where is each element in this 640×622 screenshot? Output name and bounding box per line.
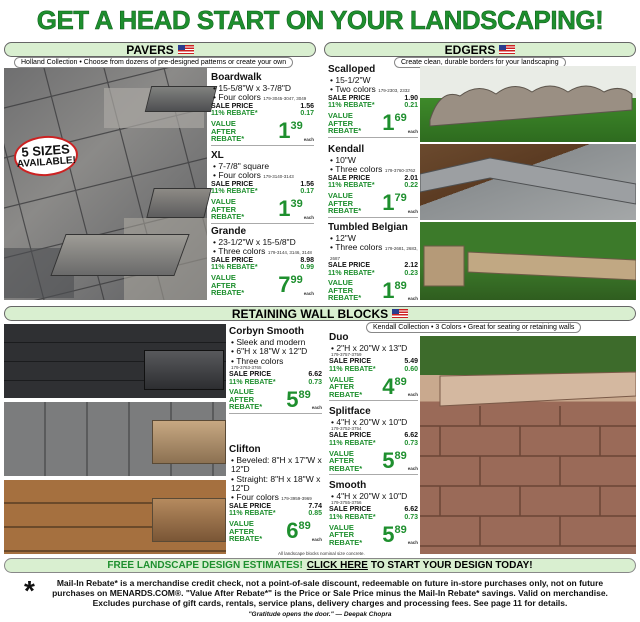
- value-after-rebate: VALUE AFTER REBATE* 1 89 each: [328, 277, 418, 303]
- sale-price-row: SALE PRICE 7.74: [229, 502, 322, 510]
- rebate-row: 11% REBATE* 0.22: [328, 182, 418, 190]
- tumbled-belgian-edger-photo: [420, 222, 636, 300]
- product-spec: • 15-1/2"W: [330, 75, 371, 85]
- retaining-wall-photo: [420, 336, 636, 554]
- product-colors: • Four colors 179-3140-3143: [213, 170, 294, 181]
- value-after-rebate: VALUE AFTER REBATE* 4 89 each: [329, 373, 418, 399]
- walls-section-bar: [4, 306, 636, 321]
- product-sku: 179-3757-3759: [331, 352, 362, 358]
- usa-flag-icon: [499, 45, 515, 54]
- product-name: Duo: [329, 332, 349, 343]
- rebate-row: 11% REBATE* 0.60: [329, 365, 418, 373]
- final-price: 1 69 each: [382, 110, 418, 136]
- product-name: Tumbled Belgian: [328, 222, 408, 233]
- rebate-row: 11% REBATE* 0.21: [328, 102, 418, 110]
- rebate-row: 11% REBATE* 0.17: [211, 188, 314, 196]
- walls-title: RETAINING WALL BLOCKS: [231, 306, 389, 321]
- product-name: Grande: [211, 226, 247, 237]
- final-price: 5 89 each: [286, 386, 322, 412]
- kendall-edger-photo: [420, 144, 636, 220]
- value-after-rebate: VALUE AFTER REBATE* 7 99 each: [211, 272, 314, 298]
- value-after-rebate: VALUE AFTER REBATE* 1 79 each: [328, 190, 418, 216]
- product-colors: • Four colors 179-3959-3969: [231, 492, 312, 503]
- value-after-rebate: VALUE AFTER REBATE* 1 39 each: [211, 196, 314, 222]
- product-spec: • 2"H x 20"W x 13"D: [331, 343, 408, 353]
- badge-line-2: AVAILABLE!: [16, 154, 77, 171]
- clifton-block-image-2: [152, 498, 226, 542]
- kendall-edger-graphic: [420, 144, 636, 220]
- product-name: Smooth: [329, 480, 367, 491]
- product-colors: • Three colors 179-2681, 2683, 2687: [330, 242, 418, 261]
- product-smooth: [329, 480, 418, 546]
- product-boardwalk: [211, 72, 314, 146]
- scalloped-edger-photo: [420, 66, 636, 142]
- rebate-asterisk: *: [24, 575, 35, 606]
- value-after-rebate: VALUE AFTER REBATE* 5 89 each: [329, 521, 418, 547]
- click-here-link[interactable]: CLICK HERE: [306, 560, 368, 571]
- sale-price-row: SALE PRICE 6.62: [329, 432, 418, 440]
- product-name: Kendall: [328, 144, 365, 155]
- edgers-title: EDGERS: [444, 42, 496, 57]
- edgers-section-bar: [324, 42, 636, 57]
- product-tumbled-belgian: [328, 222, 418, 302]
- rebate-row: 11% REBATE* 0.85: [229, 510, 322, 518]
- product-name: Boardwalk: [211, 72, 262, 83]
- final-price: 5 89 each: [382, 521, 418, 547]
- sale-price-row: SALE PRICE 2.01: [328, 174, 418, 182]
- corbyn-block-image: [144, 350, 224, 390]
- product-spec-2: • 6"H x 18"W x 12"D: [231, 346, 308, 357]
- pavers-subtitle: Holland Collection • Choose from dozens of pre-designed patterns or create your own: [14, 57, 293, 68]
- product-sku: 179-3752-3754: [331, 426, 362, 432]
- sale-price-row: SALE PRICE 5.49: [329, 358, 418, 366]
- product-name: Scalloped: [328, 64, 376, 75]
- product-colors: • Two colors 179-2303, 2332: [330, 84, 410, 95]
- edgers-subtitle: Create clean, durable borders for your landscaping: [394, 57, 566, 68]
- footer-quote: "Gratitude opens the door." — Deepak Chopra: [248, 611, 392, 618]
- scalloped-edger-graphic: [420, 66, 636, 142]
- value-after-rebate: VALUE AFTER REBATE* 5 89 each: [229, 386, 322, 412]
- product-spec: • Beveled: 8"H x 17"W x 12"D: [231, 455, 322, 475]
- cta-lead: FREE LANDSCAPE DESIGN ESTIMATES!: [107, 560, 303, 571]
- product-name: Splitface: [329, 406, 371, 417]
- badge-line-1: 5 SIZES: [20, 141, 71, 160]
- product-spec: • 15-5/8"W x 3-7/8"D: [213, 83, 291, 93]
- xl-paver-image: [146, 188, 211, 218]
- sale-price-row: SALE PRICE 6.62: [229, 370, 322, 378]
- pavers-title: PAVERS: [126, 42, 174, 57]
- rebate-row: 11% REBATE* 0.99: [211, 264, 314, 272]
- product-xl: [211, 150, 314, 224]
- product-kendall: [328, 144, 418, 218]
- rebate-row: 11% REBATE* 0.23: [328, 269, 418, 277]
- value-after-rebate: VALUE AFTER REBATE* 1 39 each: [211, 118, 314, 144]
- product-spec: • 10"W: [330, 155, 356, 165]
- rebate-row: 11% REBATE* 0.17: [211, 110, 314, 118]
- product-colors: • Three colors: [231, 355, 284, 366]
- value-after-rebate: VALUE AFTER REBATE* 5 89 each: [329, 447, 418, 473]
- retaining-wall-graphic: [420, 336, 636, 554]
- product-spec: • Sleek and modern: [231, 337, 306, 347]
- page-header: [0, 0, 640, 40]
- product-spec: • 12"W: [330, 233, 356, 243]
- page-title: GET A HEAD START ON YOUR LANDSCAPING!: [36, 4, 604, 35]
- product-splitface: [329, 406, 418, 475]
- final-price: 1 39 each: [278, 118, 314, 144]
- product-sku: 179-3763-3765: [231, 365, 262, 371]
- sale-price-row: SALE PRICE 1.56: [211, 180, 314, 188]
- sale-price-row: SALE PRICE 2.12: [328, 262, 418, 270]
- final-price: 1 89 each: [382, 277, 418, 303]
- sale-price-row: SALE PRICE 6.62: [329, 506, 418, 514]
- usa-flag-icon: [392, 309, 408, 318]
- product-colors: • Three colors 179-3760-3762: [330, 164, 416, 175]
- product-sku: 179-3755-3756: [331, 500, 362, 506]
- final-price: 1 79 each: [382, 190, 418, 216]
- final-price: 7 99 each: [278, 272, 314, 298]
- final-price: 1 39 each: [278, 196, 314, 222]
- usa-flag-icon: [178, 45, 194, 54]
- sale-price-row: SALE PRICE 1.56: [211, 102, 314, 110]
- sale-price-row: SALE PRICE 8.98: [211, 256, 314, 264]
- pavers-section-bar: [4, 42, 316, 57]
- rebate-row: 11% REBATE* 0.73: [329, 439, 418, 447]
- value-after-rebate: VALUE AFTER REBATE* 6 89 each: [229, 518, 322, 544]
- product-duo: [329, 332, 418, 401]
- sale-price-row: SALE PRICE 1.90: [328, 94, 418, 102]
- product-colors: • Four colors 179-3045-3047, 3049: [213, 92, 307, 103]
- product-corbyn-smooth: [229, 326, 322, 414]
- final-price: 4 89 each: [382, 373, 418, 399]
- product-name: Clifton: [229, 444, 261, 455]
- product-grande: [211, 226, 314, 297]
- walls-subtitle: Kendall Collection • 3 Colors • Great for seating or retaining walls: [366, 322, 581, 333]
- rebate-fine-print: Mail-In Rebate* is a merchandise credit check, not a point-of-sale discount, redeemable on future in-store purchases only, not on future purchases on MENARDS.COM®. "Value After Rebate*" is the Price or Sale Price minus the Mail-In Rebate* savings. Valid on merchandise. Excludes purchase of gift cards, rentals, service plans, delivery charges and processing fees. See page 11 for details.: [52, 578, 608, 609]
- value-after-rebate: VALUE AFTER REBATE* 1 69 each: [328, 110, 418, 136]
- design-estimates-banner: [4, 558, 636, 573]
- final-price: 5 89 each: [382, 447, 418, 473]
- product-name: XL: [211, 150, 224, 161]
- product-spec: • 4"H x 20"W x 10"D: [331, 491, 408, 501]
- product-spec: • 23-1/2"W x 15-5/8"D: [213, 237, 296, 247]
- tumbled-belgian-edger-graphic: [420, 222, 636, 300]
- product-colors: • Three colors 179-3144, 3146, 3148: [213, 246, 312, 257]
- product-clifton: [229, 444, 322, 543]
- final-price: 6 89 each: [286, 518, 322, 544]
- blocks-note: All landscape blocks nominal size concrete.: [278, 551, 365, 556]
- rebate-row: 11% REBATE* 0.73: [329, 513, 418, 521]
- product-name: Corbyn Smooth: [229, 326, 304, 337]
- product-spec: • 7-7/8" square: [213, 161, 270, 171]
- rebate-row: 11% REBATE* 0.73: [229, 378, 322, 386]
- product-scalloped: [328, 64, 418, 138]
- boardwalk-paver-image: [145, 86, 217, 112]
- product-spec: • 4"H x 20"W x 10"D: [331, 417, 408, 427]
- product-spec-2: • Straight: 8"H x 18"W x 12"D: [231, 473, 321, 494]
- clifton-block-image: [152, 420, 226, 464]
- cta-tail: TO START YOUR DESIGN TODAY!: [370, 560, 533, 571]
- grande-paver-image: [50, 234, 189, 276]
